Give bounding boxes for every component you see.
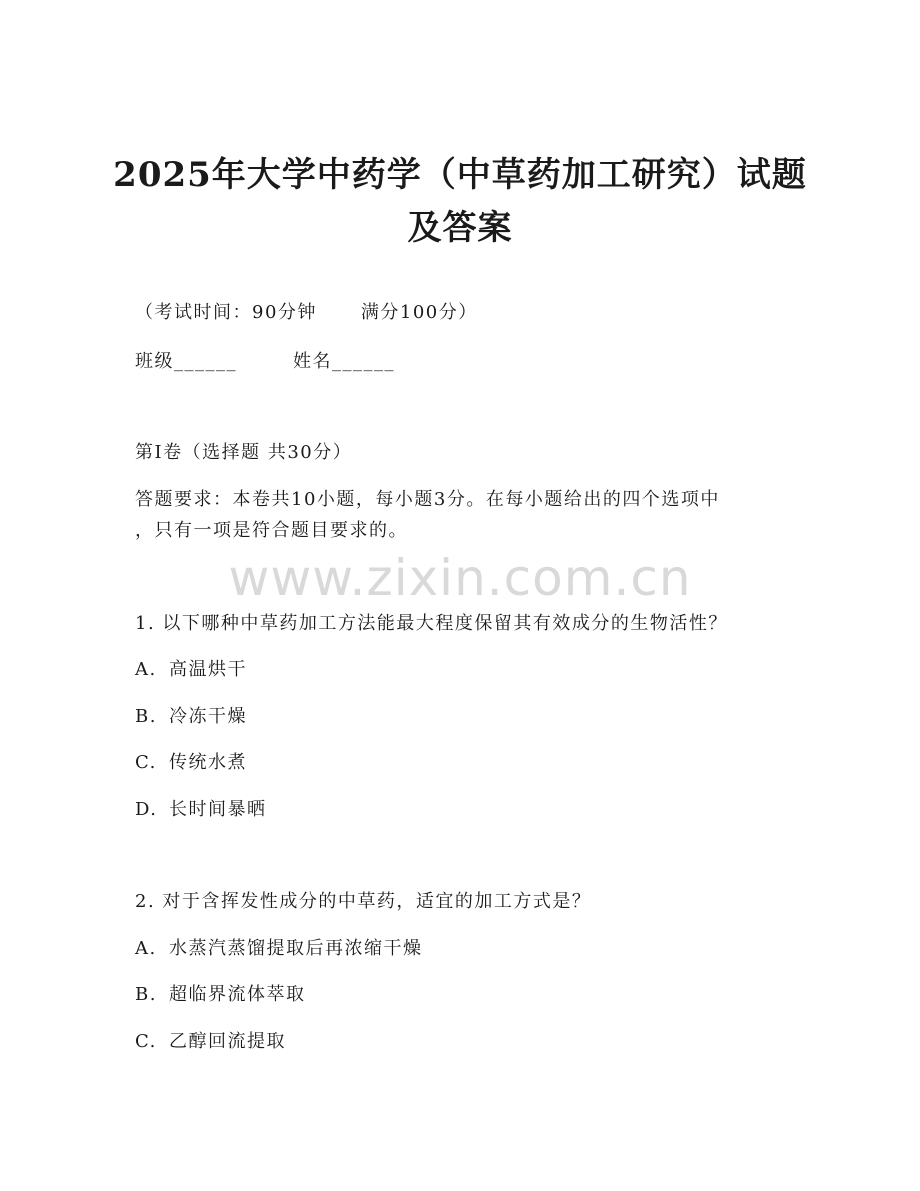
question-stem: 2. 对于含挥发性成分的中草药，适宜的加工方式是？ bbox=[135, 891, 592, 912]
option-letter: B. bbox=[135, 706, 157, 727]
question-option bbox=[135, 936, 423, 962]
section-heading: 第I卷（选择题 共30分） bbox=[135, 442, 353, 463]
option-text: 冷冻干燥 bbox=[169, 706, 247, 727]
option-letter: A. bbox=[135, 938, 157, 959]
exam-time-info bbox=[135, 300, 478, 326]
exam-full-score: 满分100分） bbox=[360, 302, 478, 323]
option-letter: C. bbox=[135, 1031, 157, 1052]
page-title: 2025年大学中药学（中草药加工研究）试题 bbox=[113, 155, 807, 195]
option-letter: B. bbox=[135, 984, 157, 1005]
option-text: 长时间暴晒 bbox=[169, 799, 267, 820]
name-field-label: 姓名______ bbox=[293, 351, 395, 372]
option-text: 水蒸汽蒸馏提取后再浓缩干燥 bbox=[169, 938, 423, 959]
student-info bbox=[135, 349, 395, 375]
option-text: 传统水煮 bbox=[169, 752, 247, 773]
question-option bbox=[135, 1029, 286, 1055]
section-instructions: 答题要求：本卷共10小题，每小题3分。在每小题给出的四个选项中 bbox=[135, 489, 720, 510]
section-instructions-continued: ，只有一项是符合题目要求的。 bbox=[135, 520, 408, 541]
question-option bbox=[135, 657, 247, 683]
question-option bbox=[135, 750, 247, 776]
option-letter: A. bbox=[135, 659, 157, 680]
question-option bbox=[135, 704, 247, 730]
option-text: 高温烘干 bbox=[169, 659, 247, 680]
question-option bbox=[135, 797, 267, 823]
option-text: 超临界流体萃取 bbox=[169, 984, 306, 1005]
option-letter: D. bbox=[135, 799, 158, 820]
option-text: 乙醇回流提取 bbox=[169, 1031, 286, 1052]
page-title-continued: 及答案 bbox=[407, 208, 513, 248]
question-option bbox=[135, 982, 306, 1008]
option-letter: C. bbox=[135, 752, 157, 773]
exam-duration: （考试时间：90分钟 bbox=[135, 302, 317, 323]
class-field-label: 班级______ bbox=[135, 351, 237, 372]
watermark: www.zixin.com.cn bbox=[228, 549, 692, 607]
question-stem: 1. 以下哪种中草药加工方法能最大程度保留其有效成分的生物活性？ bbox=[135, 613, 728, 634]
